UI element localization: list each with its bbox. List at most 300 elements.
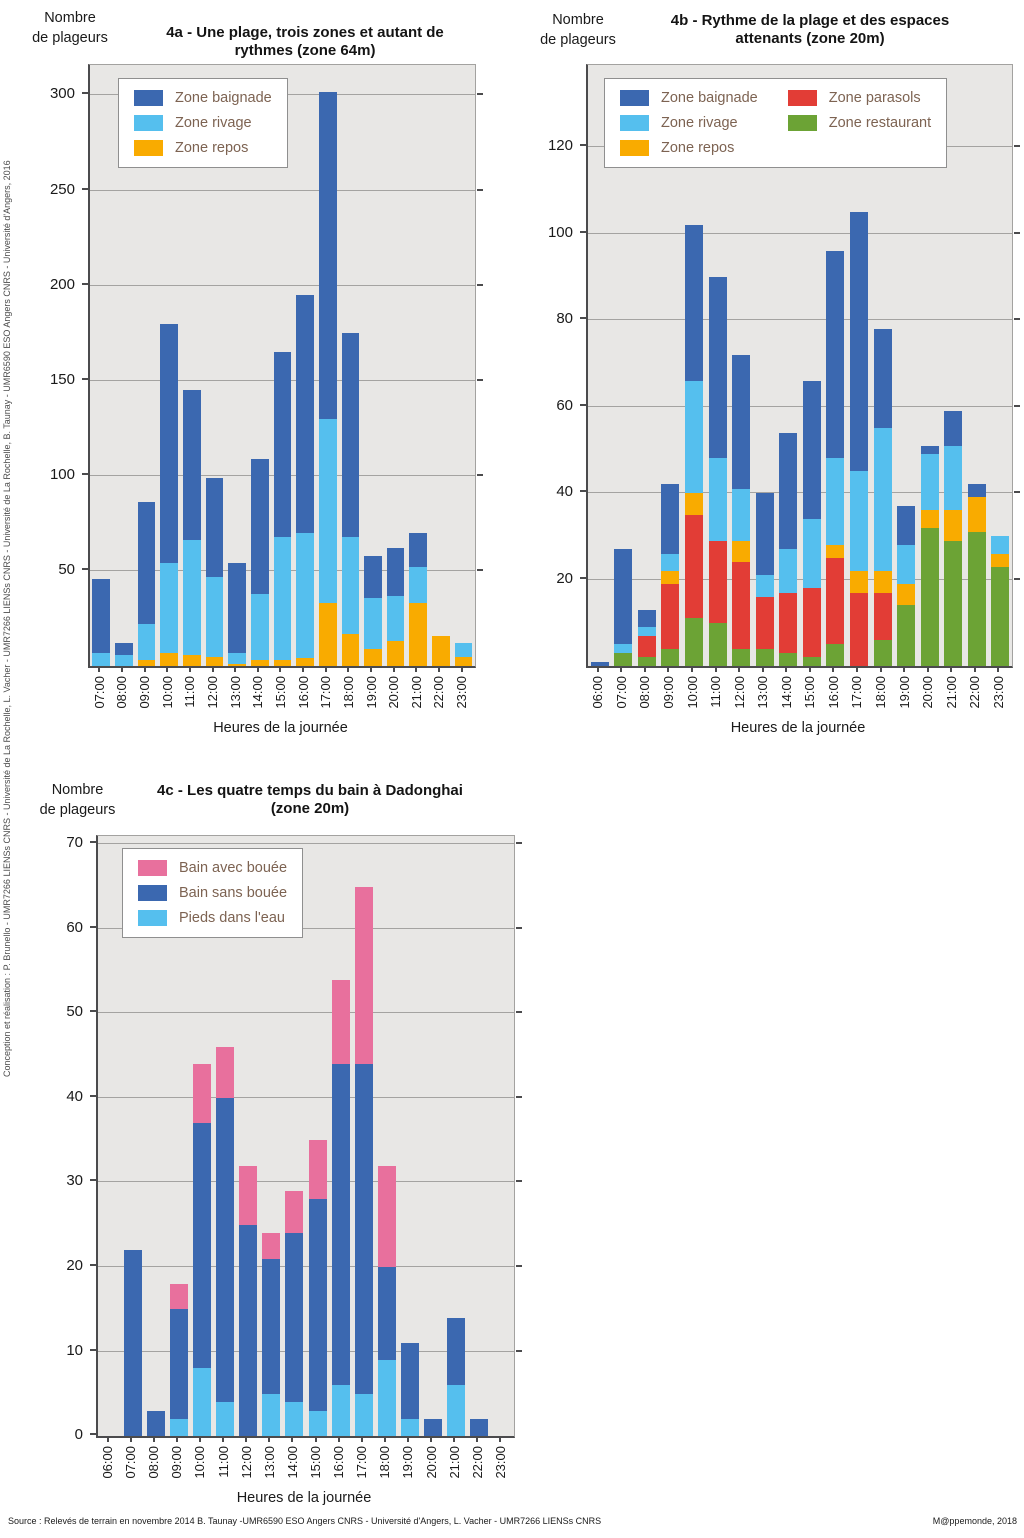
legend-swatch [134,115,163,131]
x-tick-label: 13:00 [227,676,243,709]
x-axis-slot [235,1437,258,1487]
legend-label: Bain avec bouée [179,860,288,876]
bar-segment [850,571,868,593]
bar-segment [432,636,450,666]
x-tick-label: 20:00 [920,676,936,709]
bar-slot [352,836,375,1436]
bar-segment [206,478,224,577]
x-tick-mark [176,1437,178,1442]
x-tick-label: 19:00 [363,676,379,709]
bar-segment [387,641,405,666]
bar-segment [447,1318,465,1386]
bar-segment [968,532,986,666]
bar-segment [614,653,632,666]
legend-label: Zone rivage [175,115,252,131]
stacked-bar [424,836,442,1436]
y-tick-mark [90,841,96,843]
stacked-bar [342,65,360,666]
stacked-bar [364,65,382,666]
right-tick-mark [516,1011,522,1013]
y-axis-title-line: de plageurs [540,32,616,48]
stacked-bar [378,836,396,1436]
legend [122,848,303,938]
x-tick-mark [453,1437,455,1442]
x-axis-slot [443,1437,466,1487]
legend-item [138,860,287,876]
bar-slot [422,836,445,1436]
bar-segment [424,1419,442,1436]
y-tick-mark [90,1010,96,1012]
legend-label: Zone baignade [661,90,758,106]
legend-label: Zone baignade [175,90,272,106]
bar-segment [216,1402,234,1436]
x-tick-label: 20:00 [386,676,402,709]
bar-segment [216,1047,234,1098]
bar-slot [339,65,362,666]
bar-slot [294,65,317,666]
bar-segment [262,1394,280,1436]
bar-segment [661,484,679,553]
bar-segment [296,295,314,533]
bar-segment [409,567,427,603]
legend-item [620,115,758,131]
stacked-bar [493,836,511,1436]
bar-segment [124,1250,142,1436]
y-tick-label: 250 [49,180,75,198]
y-tick-label: 70 [66,834,83,852]
bar-segment [470,1419,488,1436]
bar-segment [115,655,133,666]
bar-segment [803,657,821,666]
bar-slot [362,65,385,666]
stacked-bar [401,836,419,1436]
x-tick-label: 08:00 [146,1446,162,1479]
y-tick-mark [90,926,96,928]
bar-segment [968,497,986,532]
right-tick-mark [477,93,483,95]
bar-segment [756,649,774,666]
bar-segment [409,603,427,666]
x-tick-mark [499,1437,501,1442]
bar-segment [309,1199,327,1410]
bar-segment [387,548,405,596]
x-axis-slot [396,1437,419,1487]
bar-segment [401,1419,419,1436]
bar-segment [355,1394,373,1436]
stacked-bar [92,65,110,666]
bar-slot [316,65,339,666]
bar-segment [826,644,844,666]
right-tick-mark [477,379,483,381]
y-tick-label: 120 [547,137,573,155]
bar-segment [355,887,373,1064]
bar-segment [991,554,1009,567]
right-tick-mark [516,927,522,929]
bar-slot [965,65,989,666]
bar-segment [170,1309,188,1419]
x-tick-label: 13:00 [261,1446,277,1479]
x-axis-slot [188,1437,211,1487]
bar-segment [239,1166,257,1225]
bar-segment [638,610,656,627]
legend-swatch [134,90,163,106]
bar-slot [430,65,453,666]
x-axis-slot [350,1437,373,1487]
bar-segment [332,980,350,1065]
x-axis-slot [96,1437,119,1487]
legend-swatch [134,140,163,156]
y-tick-label: 80 [556,310,573,328]
stacked-bar [387,65,405,666]
x-tick-label: 15:00 [272,676,288,709]
stacked-bar [991,65,1009,666]
bar-segment [709,541,727,623]
bar-segment [638,636,656,658]
x-tick-label: 09:00 [660,676,676,709]
right-tick-mark [1014,232,1020,234]
bar-slot [384,65,407,666]
bar-segment [991,536,1009,553]
chart-title-line: 4b - Rythme de la plage et des espaces [670,12,950,29]
x-axis-title: Heures de la journée [730,720,866,736]
bar-segment [826,558,844,644]
stacked-bar [309,836,327,1436]
bar-segment [228,563,246,652]
bar-segment [850,471,868,570]
right-tick-mark [1014,145,1020,147]
y-tick-label: 0 [74,1426,83,1443]
bar-segment [355,1064,373,1394]
y-tick-label: 60 [556,396,573,414]
x-tick-label: 18:00 [377,1446,393,1479]
chart-title-line: 4a - Une plage, trois zones et autant de [166,24,444,41]
bar-segment [803,519,821,588]
bar-segment [779,593,797,654]
legend-label: Pieds dans l'eau [179,910,285,926]
right-tick-mark [477,569,483,571]
bar-segment [183,390,201,540]
x-tick-mark [315,1437,317,1442]
bar-segment [378,1267,396,1360]
right-tick-mark [1014,578,1020,580]
x-tick-label: 18:00 [340,676,356,709]
y-tick-label: 30 [66,1172,83,1190]
stacked-bar [332,836,350,1436]
x-tick-label: 21:00 [408,676,424,709]
legend-item [620,90,758,106]
x-tick-mark [361,1437,363,1442]
y-tick-label: 300 [49,85,75,103]
bar-segment [378,1360,396,1436]
stacked-bar [968,65,986,666]
y-tick-label: 60 [66,918,83,936]
bar-segment [779,653,797,666]
legend [118,78,288,168]
stacked-bar [432,65,450,666]
bar-segment [92,653,110,666]
x-tick-label: 08:00 [114,676,130,709]
bar-segment [228,653,246,664]
bar-segment [206,657,224,667]
bar-segment [447,1385,465,1436]
bar-segment [944,411,962,446]
bar-segment [709,623,727,666]
bar-segment [944,510,962,540]
bar-segment [732,355,750,489]
right-tick-mark [516,1350,522,1352]
bar-segment [921,528,939,666]
left-credit-text: Conception et réalisation : P. Brunello - UMR7266 LIENSs CNRS - Université de La Rochelle, L. Vacher - UMR7266 LIENSs CNRS - Université de La Rochelle, B. Taunay - UMR6590 ESO Angers CNRS - Université d'Angers, 2016 [2,160,12,1077]
x-tick-label: 17:00 [318,676,334,709]
legend-swatch [138,885,167,901]
bar-segment [944,446,962,511]
right-tick-mark [516,1265,522,1267]
x-tick-label: 17:00 [354,1446,370,1479]
footer-source-text: Source : Relevés de terrain en novembre 2014 B. Taunay -UMR6590 ESO Angers CNRS - Université d'Angers, L. Vacher - UMR7266 LIENSs CNRS [8,1516,602,1526]
bar-segment [779,433,797,550]
bar-slot [306,836,329,1436]
bar-segment [897,584,915,606]
x-tick-label: 19:00 [400,1446,416,1479]
bar-segment [638,657,656,666]
bar-segment [874,571,892,593]
bar-segment [897,605,915,666]
bar-segment [732,541,750,563]
bar-slot [452,65,475,666]
bar-segment [183,540,201,654]
legend-label: Zone repos [661,140,735,156]
x-tick-mark [222,1437,224,1442]
y-tick-label: 100 [547,223,573,241]
stacked-bar [319,65,337,666]
x-tick-mark [338,1437,340,1442]
y-axis-title-line: Nombre [44,10,96,26]
right-tick-mark [516,842,522,844]
bar-segment [591,662,609,666]
x-tick-label: 07:00 [123,1446,139,1479]
bar-segment [874,640,892,666]
legend-swatch [788,115,817,131]
legend [604,78,947,168]
x-axis-title: Heures de la journée [213,720,348,736]
bar-segment [160,563,178,652]
stacked-bar [409,65,427,666]
bar-segment [251,459,269,594]
bar-slot [407,65,430,666]
x-tick-label: 20:00 [423,1446,439,1479]
x-tick-label: 09:00 [169,1446,185,1479]
y-tick-label: 50 [66,1003,83,1021]
bar-segment [756,597,774,649]
right-tick-mark [477,189,483,191]
stacked-bar [470,836,488,1436]
bar-segment [685,381,703,493]
bar-segment [239,1225,257,1436]
x-tick-label: 23:00 [492,1446,508,1479]
bar-segment [638,627,656,636]
x-tick-label: 12:00 [238,1446,254,1479]
y-tick-label: 200 [49,275,75,293]
stacked-bar [101,836,119,1436]
bar-segment [685,493,703,515]
x-tick-label: 21:00 [446,1446,462,1479]
x-tick-mark [107,1437,109,1442]
x-axis-slot [142,1437,165,1487]
x-tick-mark [291,1437,293,1442]
x-tick-mark [430,1437,432,1442]
bar-segment [193,1064,211,1123]
y-tick-label: 150 [49,370,75,388]
bar-segment [262,1233,280,1258]
y-tick-label: 40 [556,483,573,501]
bar-segment [756,493,774,575]
x-tick-label: 11:00 [708,676,724,708]
footer-journal-text: M@ppemonde, 2018 [932,1516,1017,1526]
legend-item [620,140,758,156]
y-tick-mark [90,1349,96,1351]
x-axis-slot [212,1437,235,1487]
bar-slot [468,836,491,1436]
bar-segment [228,664,246,666]
bar-segment [968,484,986,497]
y-axis-title-line: Nombre [51,782,104,798]
y-axis [42,834,96,1443]
bar-segment [319,603,337,666]
x-tick-label: 22:00 [431,676,447,709]
y-tick-mark [90,1433,96,1435]
legend-label: Zone rivage [661,115,738,131]
y-axis-title-line: de plageurs [32,30,108,46]
x-tick-label: 22:00 [967,676,983,709]
bar-segment [364,649,382,666]
bar-slot [445,836,468,1436]
bar-segment [661,554,679,571]
bar-segment [274,537,292,661]
bar-segment [850,593,868,667]
x-tick-label: 12:00 [205,676,221,709]
y-axis-title-line: Nombre [552,12,604,28]
bar-segment [897,506,915,545]
y-tick-mark [90,1179,96,1181]
stacked-bar [355,836,373,1436]
x-tick-label: 18:00 [873,676,889,709]
bar-segment [319,92,337,419]
bar-segment [756,575,774,597]
bar-segment [342,333,360,537]
bar-segment [921,510,939,527]
bar-segment [274,660,292,666]
x-tick-mark [268,1437,270,1442]
x-tick-label: 16:00 [825,676,841,709]
bar-segment [147,1411,165,1436]
x-tick-label: 10:00 [159,676,175,709]
chart-title-line: attenants (zone 20m) [735,30,885,47]
bar-segment [309,1140,327,1199]
x-tick-label: 07:00 [91,676,107,709]
x-axis-title: Heures de la journée [236,1490,372,1506]
y-axis-title-line: de plageurs [39,802,116,818]
right-tick-mark [1014,405,1020,407]
y-tick-label: 50 [58,560,75,578]
bar-segment [921,454,939,510]
bar-segment [897,545,915,584]
bar-segment [285,1191,303,1233]
bar-segment [206,577,224,657]
legend-label: Zone repos [175,140,249,156]
x-tick-label: 22:00 [469,1446,485,1479]
legend-item [134,140,272,156]
x-axis-slot [304,1437,327,1487]
right-tick-mark [1014,318,1020,320]
bar-segment [285,1402,303,1436]
bar-segment [296,658,314,666]
bar-segment [274,352,292,536]
bar-segment [614,644,632,653]
bar-segment [409,533,427,567]
chart-title-line: rythmes (zone 64m) [234,42,376,59]
bar-segment [709,277,727,459]
right-tick-mark [477,284,483,286]
legend-label: Zone restaurant [828,115,932,131]
bar-segment [779,549,797,592]
bar-segment [296,533,314,659]
bar-segment [455,643,473,656]
bar-segment [874,593,892,641]
bar-segment [262,1259,280,1394]
bar-slot [398,836,421,1436]
y-tick-label: 20 [66,1257,83,1274]
x-axis-slot [281,1437,304,1487]
bar-segment [138,624,156,660]
bar-segment [160,324,178,564]
bar-segment [803,381,821,519]
bar-segment [342,537,360,634]
x-tick-label: 09:00 [137,676,153,709]
x-tick-label: 10:00 [684,676,700,709]
bar-segment [183,655,201,666]
legend-swatch [138,860,167,876]
y-tick-mark [90,1264,96,1266]
stacked-bar [447,836,465,1436]
x-tick-label: 15:00 [802,676,818,709]
x-axis-slot [119,1437,142,1487]
y-tick-label: 10 [66,1341,83,1359]
right-tick-mark [1014,491,1020,493]
bar-segment [661,584,679,649]
legend-swatch [138,910,167,926]
bar-segment [193,1368,211,1436]
bar-segment [378,1166,396,1267]
x-tick-mark [199,1437,201,1442]
x-tick-label: 06:00 [100,1446,116,1479]
x-tick-label: 10:00 [192,1446,208,1479]
stacked-bar [455,65,473,666]
bar-segment [732,489,750,541]
bar-segment [850,212,868,471]
x-tick-label: 14:00 [250,676,266,709]
bar-segment [685,225,703,381]
legend-swatch [620,140,649,156]
bar-segment [709,458,727,540]
x-axis-slot [420,1437,443,1487]
bar-segment [160,653,178,666]
legend-swatch [620,90,649,106]
legend-label: Zone parasols [828,90,921,106]
x-tick-mark [130,1437,132,1442]
bar-segment [387,596,405,642]
bar-slot [491,836,514,1436]
bar-segment [944,541,962,666]
